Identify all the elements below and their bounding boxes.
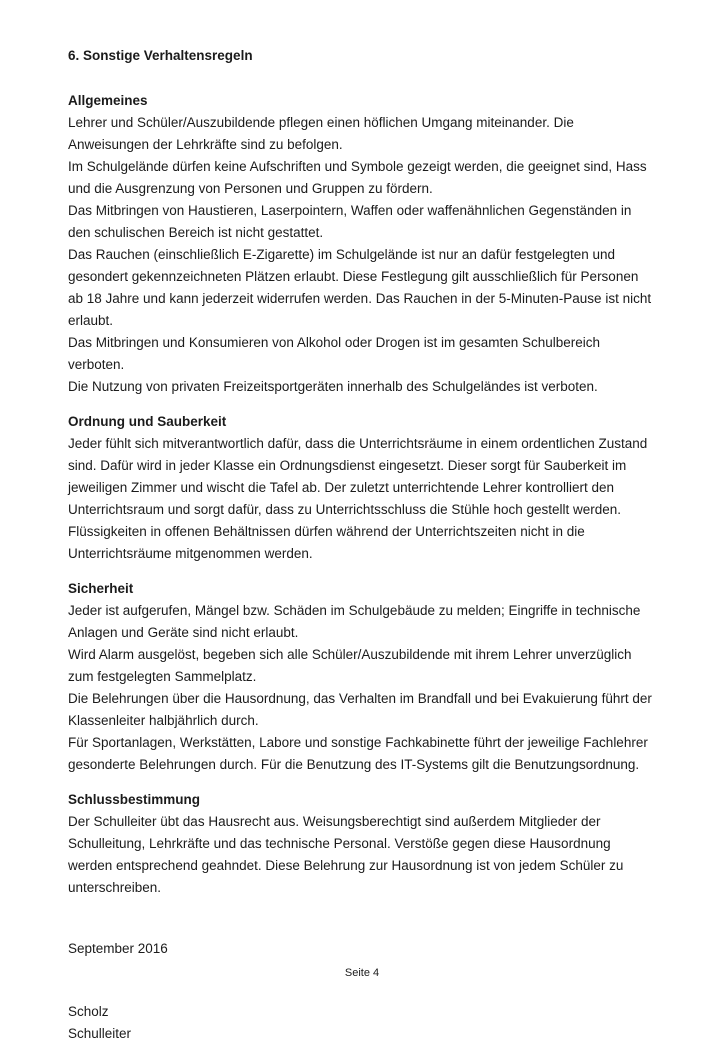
section-heading-sicherheit: Sicherheit [68,581,134,596]
page-footer [0,966,724,980]
paragraph: Das Rauchen (einschließlich E-Zigarette) im Schulgelände ist nur an dafür festgelegten und gesondert gekennzeichneten Plätzen erlaubt. Diese Festlegung gilt ausschließlich für Personen ab 18 Jahre und kann jederzeit widerrufen werden. Das Rauchen in der 5-Minuten-Pause ist nicht erlaubt. [68,247,652,328]
section-ordnung-und-sauberkeit [68,411,657,565]
paragraph: Die Belehrungen über die Hausordnung, das Verhalten im Brandfall und bei Evakuierung führt der Klassenleiter halbjährlich durch. [68,691,652,728]
signature-name: Scholz [68,1004,109,1019]
paragraph: Lehrer und Schüler/Auszubildende pflegen einen höflichen Umgang miteinander. Die Anweisungen der Lehrkräfte sind zu befolgen. [68,115,574,152]
page-number: Seite 4 [344,967,380,979]
section-heading-allgemeines: Allgemeines [68,93,148,108]
document-date: September 2016 [68,941,168,956]
document-content [68,45,657,1045]
signature-role: Schulleiter [68,1026,132,1041]
document-title: 6. Sonstige Verhaltensregeln [68,48,253,63]
section-schlussbestimmung [68,789,657,899]
paragraph: Das Mitbringen von Haustieren, Laserpointern, Waffen oder waffenähnlichen Gegenständen in den schulischen Bereich ist nicht gestattet. [68,203,632,240]
paragraph: Das Mitbringen und Konsumieren von Alkohol oder Drogen ist im gesamten Schulbereich verboten. [68,335,601,372]
paragraph: Die Nutzung von privaten Freizeitsportgeräten innerhalb des Schulgeländes ist verboten. [68,379,598,394]
section-sicherheit [68,578,657,776]
section-heading-ordnung-und-sauberkeit: Ordnung und Sauberkeit [68,414,227,429]
paragraph: Für Sportanlagen, Werkstätten, Labore und sonstige Fachkabinette führt der jeweilige Fachlehrer gesonderte Belehrungen durch. Für die Benutzung des IT-Systems gilt die Benutzungsordnung. [68,735,648,772]
paragraph: Wird Alarm ausgelöst, begeben sich alle Schüler/Auszubildende mit ihrem Lehrer unverzüglich zum festgelegten Sammelplatz. [68,647,632,684]
paragraph: Jeder fühlt sich mitverantwortlich dafür, dass die Unterrichtsräume in einem ordentlichen Zustand sind. Dafür wird in jeder Klasse ein Ordnungsdienst eingesetzt. Dieser sorgt für Sauberkeit im jeweiligen Zimmer und wischt die Tafel ab. Der zuletzt unterrichtende Lehrer kontrolliert den Unterrichtsraum und sorgt dafür, dass zu Unterrichtsschluss die Stühle hoch gestellt werden. Flüssigkeiten in offenen Behältnissen dürfen während der Unterrichtszeiten nicht in die Unterrichtsräume mitgenommen werden. [68,436,648,561]
paragraph: Der Schulleiter übt das Hausrecht aus. Weisungsberechtigt sind außerdem Mitglieder der Schulleitung, Lehrkräfte und das technische Personal. Verstöße gegen diese Hausordnung werden entsprechend geahndet. Diese Belehrung zur Hausordnung ist von jedem Schüler zu unterschreiben. [68,814,624,895]
section-heading-schlussbestimmung: Schlussbestimmung [68,792,201,807]
paragraph: Jeder ist aufgerufen, Mängel bzw. Schäden im Schulgebäude zu melden; Eingriffe in technische Anlagen und Geräte sind nicht erlaubt. [68,603,641,640]
paragraph: Im Schulgelände dürfen keine Aufschriften und Symbole gezeigt werden, die geeignet sind, Hass und die Ausgrenzung von Personen und Gruppen zu fördern. [68,159,647,196]
section-allgemeines [68,90,657,398]
